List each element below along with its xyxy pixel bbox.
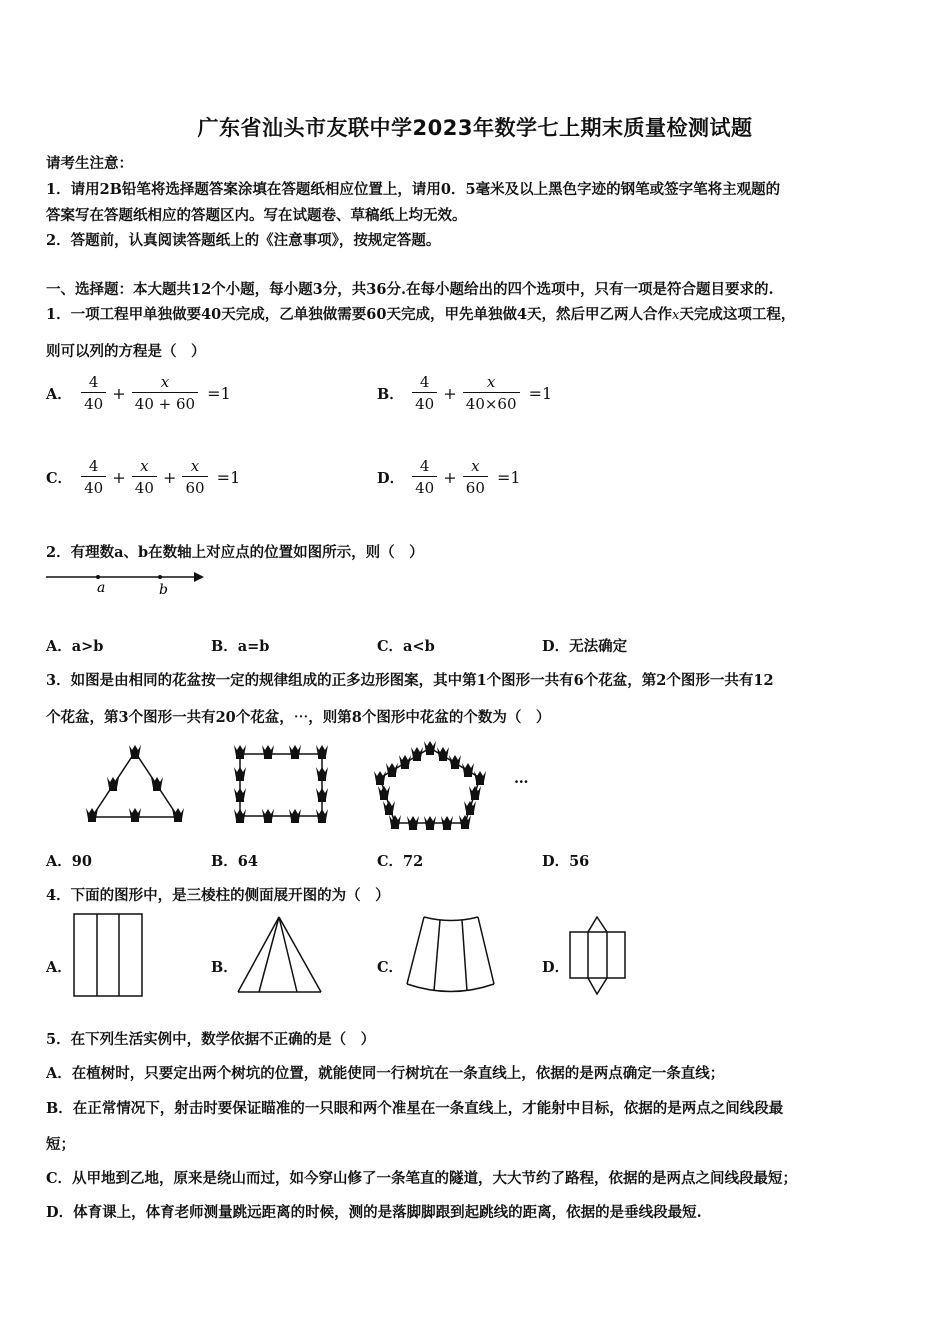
plus-sign: +: [443, 384, 457, 403]
q3-option-b[interactable]: B．64: [211, 853, 258, 870]
q5-option-c[interactable]: C．从甲地到乙地，原来是绕山而过，如今穿山修了一条笔直的隧道，大大节约了路程，依据的是两点之间线段最短；: [46, 1170, 798, 1187]
option-label: C．: [46, 470, 73, 487]
fraction: $\frac{x}{40 + 60}$: [132, 372, 198, 415]
q3-option-c[interactable]: C．72: [377, 853, 424, 870]
fraction: $\frac{4}{40}$: [81, 456, 106, 499]
q3-option-a[interactable]: A．90: [46, 853, 92, 870]
notice-heading: 请考生注意：: [46, 155, 133, 172]
q1-option-b[interactable]: [377, 372, 552, 415]
plus-sign: +: [112, 468, 126, 487]
flowerpot-square-figure: [228, 742, 338, 827]
triangular-prism-net-figure: [568, 914, 630, 999]
fraction: $\frac{x}{60}$: [463, 456, 488, 499]
q1-stem: [46, 303, 795, 324]
notice-line-1: 1．请用2B铅笔将选择题答案涂填在答题纸相应位置上，请用0．5毫米及以上黑色字迹的钢笔或签字笔将主观题的: [46, 181, 781, 198]
option-label: A．: [46, 386, 72, 403]
plus-sign: +: [112, 384, 126, 403]
frustum-net-figure: [404, 914, 499, 996]
equals-one: =1: [496, 468, 521, 487]
option-label: B．: [377, 386, 404, 403]
fraction: $\frac{x}{60}$: [182, 456, 207, 499]
q1-option-d[interactable]: [377, 456, 521, 499]
fraction: $\frac{4}{40}$: [412, 372, 437, 415]
point-a-label: a: [97, 580, 106, 596]
q3-ellipsis: …: [514, 770, 529, 787]
q4-option-c-label[interactable]: C．: [377, 959, 404, 976]
q5-option-b-cont: 短；: [46, 1136, 75, 1153]
q3-option-d[interactable]: D．56: [542, 853, 590, 870]
plus-sign: +: [162, 468, 177, 487]
three-rectangles-figure: [72, 912, 147, 1000]
q5-option-a[interactable]: A．在植树时，只要定出两个树坑的位置，就能使同一行树坑在一条直线上，依据的是两点确定一条直线；: [46, 1065, 725, 1082]
fraction: $\frac{x}{40}$: [132, 456, 157, 499]
q1-stem-b: 天完成这项工程，: [679, 306, 796, 323]
q1-option-c[interactable]: [46, 456, 240, 499]
q1-option-a[interactable]: [46, 372, 231, 415]
q3-stem-1: 3．如图是由相同的花盆按一定的规律组成的正多边形图案，其中第1个图形一共有6个花盆，第2个图形一共有12: [46, 672, 774, 689]
fraction: $\frac{x}{40\times 60}$: [463, 372, 520, 415]
flowerpot-pentagon-figure: [370, 738, 495, 833]
q2-option-d[interactable]: D．无法确定: [542, 638, 628, 655]
point-b-label: b: [159, 582, 168, 598]
section-heading: 一、选择题：本大题共12个小题，每小题3分，共36分.在每小题给出的四个选项中，只有一项是符合题目要求的.: [46, 281, 774, 298]
notice-line-3: 2．答题前，认真阅读答题纸上的《注意事项》，按规定答题。: [46, 232, 441, 249]
plus-sign: +: [443, 468, 457, 487]
q5-stem: 5．在下列生活实例中，数学依据不正确的是（ ）: [46, 1031, 376, 1048]
notice-line-2: 答案写在答题纸相应的答题区内。写在试题卷、草稿纸上均无效。: [46, 207, 467, 224]
number-line-figure: [44, 568, 209, 598]
equals-one: =1: [207, 384, 231, 403]
page-title: 广东省汕头市友联中学2023年数学七上期末质量检测试题: [197, 116, 753, 140]
equals-one: =1: [216, 468, 241, 487]
q2-option-a[interactable]: A．a>b: [46, 638, 104, 655]
q1-stem-2: 则可以列的方程是（ ）: [46, 343, 206, 360]
pyramid-net-figure: [235, 914, 330, 996]
equals-one: =1: [528, 384, 553, 403]
q2-option-c[interactable]: C．a<b: [377, 638, 435, 655]
q5-option-d[interactable]: D．体育课上，体育老师测量跳远距离的时候，测的是落脚脚跟到起跳线的距离，依据的是垂线段最短.: [46, 1204, 702, 1221]
fraction: $\frac{4}{40}$: [81, 372, 106, 415]
q5-option-b[interactable]: B．在正常情况下，射击时要保证瞄准的一只眼和两个准星在一条直线上，才能射中目标，依据的是两点之间线段最: [46, 1100, 784, 1117]
q4-option-b-label[interactable]: B．: [211, 959, 238, 976]
q4-option-d-label[interactable]: D．: [542, 959, 570, 976]
q4-option-a-label[interactable]: A．: [46, 959, 72, 976]
q1-stem-a: 1．一项工程甲单独做要40天完成，乙单独做需要60天完成，甲先单独做4天，然后甲乙两人合作: [46, 306, 673, 323]
q1-stem-var: x: [672, 308, 680, 323]
option-label: D．: [377, 470, 405, 487]
q2-stem: 2．有理数a、b在数轴上对应点的位置如图所示，则（ ）: [46, 544, 424, 561]
q4-stem: 4．下面的图形中，是三棱柱的侧面展开图的为（ ）: [46, 887, 390, 904]
fraction: $\frac{4}{40}$: [412, 456, 437, 499]
flowerpot-triangle-figure: [80, 742, 200, 827]
q3-stem-2: 个花盆，第3个图形一共有20个花盆，⋯，则第8个图形中花盆的个数为（ ）: [46, 709, 551, 726]
q2-option-b[interactable]: B．a=b: [211, 638, 270, 655]
